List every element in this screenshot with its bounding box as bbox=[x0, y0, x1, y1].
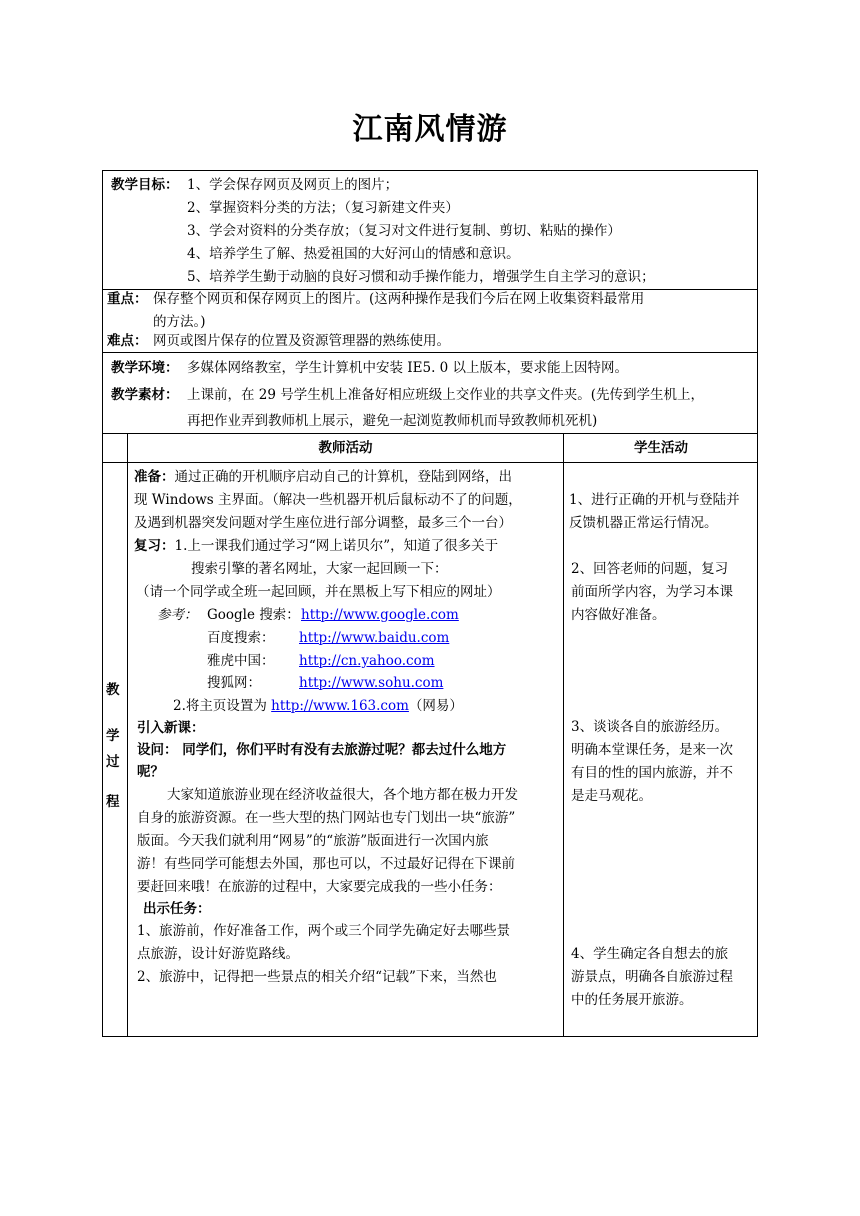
review-line bbox=[134, 535, 498, 558]
site-link-yahoo[interactable] bbox=[299, 650, 435, 673]
intro-paragraph: 要赶回来哦！在旅游的过程中，大家要完成我的一些小任务： bbox=[137, 879, 502, 895]
site-url[interactable]: http://www.baidu.com bbox=[299, 630, 450, 646]
process-label-char: 程 bbox=[106, 794, 120, 810]
objective-item: 2、掌握资料分类的方法；（复习新建文件夹） bbox=[187, 200, 459, 216]
review-text: （请一个同学或全班一起回顾，并在黑板上写下相应的网址） bbox=[136, 584, 501, 600]
site-name: 搜狐网： bbox=[207, 675, 261, 691]
review-text: 1.上一课我们通过学习“网上诺贝尔”，知道了很多关于 bbox=[174, 538, 499, 554]
homepage-link[interactable]: http://www.163.com bbox=[271, 698, 409, 714]
intro-paragraph: 自身的旅游资源。在一些大型的热门网站也专门划出一块“旅游” bbox=[137, 810, 516, 826]
difficulty-text: 网页或图片保存的位置及资源管理器的熟练使用。 bbox=[153, 333, 450, 349]
site-link-sohu[interactable] bbox=[299, 672, 443, 695]
process-label-char: 过 bbox=[106, 754, 120, 770]
difficulty-label: 难点： bbox=[107, 333, 148, 349]
prep-text: 通过正确的开机顺序启动自己的计算机，登陆到网络，出 bbox=[174, 469, 512, 485]
question-text: 呢？ bbox=[137, 764, 164, 780]
objectives-label: 教学目标： bbox=[111, 177, 179, 193]
student-activity-text: 内容做好准备。 bbox=[571, 607, 666, 623]
intro-label: 引入新课： bbox=[137, 720, 205, 736]
materials-text: 上课前，在 29 号学生机上准备好相应班级上交作业的共享文件夹。(先传到学生机上， bbox=[187, 387, 705, 403]
environment-text: 多媒体网络教室，学生计算机中安装 IE5. 0 以上版本，要求能上因特网。 bbox=[187, 360, 629, 376]
homepage-line bbox=[173, 695, 463, 718]
student-activity-text: 中的任务展开旅游。 bbox=[571, 992, 693, 1008]
prep-text: 及遇到机器突发问题对学生座位进行部分调整，最多三个一台） bbox=[134, 515, 512, 531]
student-activity-text: 2、回答老师的问题，复习 bbox=[571, 561, 729, 577]
objective-item: 4、培养学生了解、热爱祖国的大好河山的情感和意识。 bbox=[187, 246, 520, 262]
review-label: 复习： bbox=[134, 538, 175, 554]
site-name: 雅虎中国： bbox=[207, 653, 275, 669]
task-text: 点旅游，设计好游览路线。 bbox=[137, 946, 299, 962]
objective-item: 1、学会保存网页及网页上的图片； bbox=[187, 177, 399, 193]
lesson-plan-table bbox=[102, 170, 758, 1037]
process-label-char: 学 bbox=[106, 728, 120, 744]
student-activity-text: 有目的性的国内旅游，并不 bbox=[571, 765, 733, 781]
student-activity-text: 游景点，明确各自旅游过程 bbox=[571, 969, 733, 985]
student-activity-text: 1、进行正确的开机与登陆并 bbox=[569, 492, 740, 508]
key-point-text: 的方法。) bbox=[153, 314, 206, 330]
objective-item: 3、学会对资料的分类存放；（复习对文件进行复制、剪切、粘贴的操作） bbox=[187, 223, 621, 239]
teacher-activity-header: 教师活动 bbox=[318, 440, 373, 456]
site-url[interactable]: http://cn.yahoo.com bbox=[299, 653, 435, 669]
row-divider bbox=[103, 433, 757, 434]
intro-paragraph: 大家知道旅游业现在经济收益很大，各个地方都在极力开发 bbox=[167, 787, 518, 803]
intro-paragraph: 游！有些同学可能想去外国，那也可以，不过最好记得在下课前 bbox=[137, 856, 515, 872]
task-label: 出示任务： bbox=[143, 901, 211, 917]
key-point-text: 保存整个网页和保存网页上的图片。(这两种操作是我们今后在网上收集资料最常用 bbox=[153, 291, 645, 307]
student-activity-text: 3、谈谈各自的旅游经历。 bbox=[571, 719, 729, 735]
objective-item: 5、培养学生勤于动脑的良好习惯和动手操作能力，增强学生自主学习的意识； bbox=[187, 269, 655, 285]
site-name: Google 搜索： bbox=[207, 607, 300, 623]
student-activity-text: 反馈机器正常运行情况。 bbox=[569, 515, 718, 531]
student-activity-text: 明确本堂课任务，是来一次 bbox=[571, 742, 733, 758]
page-title: 江南风情游 bbox=[352, 112, 508, 147]
review-text: 搜索引擎的著名网址，大家一起回顾一下： bbox=[191, 561, 448, 577]
prep-label: 准备： bbox=[134, 469, 175, 485]
site-url[interactable]: http://www.google.com bbox=[301, 607, 459, 623]
homepage-suffix: （网易） bbox=[408, 698, 463, 714]
task-text: 2、旅游中，记得把一些景点的相关介绍“记载”下来，当然也 bbox=[137, 969, 497, 985]
site-link-baidu[interactable] bbox=[299, 627, 449, 650]
site-name: 百度搜索： bbox=[207, 630, 275, 646]
col-divider bbox=[563, 433, 564, 1037]
prep-line bbox=[134, 466, 512, 489]
homepage-prefix: 2.将主页设置为 bbox=[173, 698, 272, 714]
row-divider bbox=[103, 462, 757, 463]
reference-label: 参考： bbox=[157, 607, 198, 623]
student-activity-text: 4、学生确定各自想去的旅 bbox=[571, 946, 729, 962]
task-text: 1、旅游前，作好准备工作，两个或三个同学先确定好去哪些景 bbox=[137, 923, 511, 939]
col-divider bbox=[127, 433, 128, 1037]
materials-label: 教学素材： bbox=[111, 387, 179, 403]
intro-paragraph: 版面。今天我们就利用“网易”的“旅游”版面进行一次国内旅 bbox=[137, 833, 489, 849]
site-link-google[interactable] bbox=[301, 604, 459, 627]
student-activity-header: 学生活动 bbox=[634, 440, 688, 456]
question-text: 设问： 同学们，你们平时有没有去旅游过呢？都去过什么地方 bbox=[137, 742, 507, 758]
process-label-char: 教 bbox=[106, 682, 120, 698]
student-activity-text: 是走马观花。 bbox=[571, 788, 652, 804]
materials-text: 再把作业弄到教师机上展示，避免一起浏览教师机而导致教师机死机) bbox=[187, 413, 598, 429]
environment-label: 教学环境： bbox=[111, 360, 179, 376]
site-url[interactable]: http://www.sohu.com bbox=[299, 675, 444, 691]
key-point-label: 重点： bbox=[107, 291, 148, 307]
prep-text: 现 Windows 主界面。（解决一些机器开机后鼠标动不了的问题， bbox=[134, 492, 522, 508]
student-activity-text: 前面所学内容，为学习本课 bbox=[571, 584, 733, 600]
